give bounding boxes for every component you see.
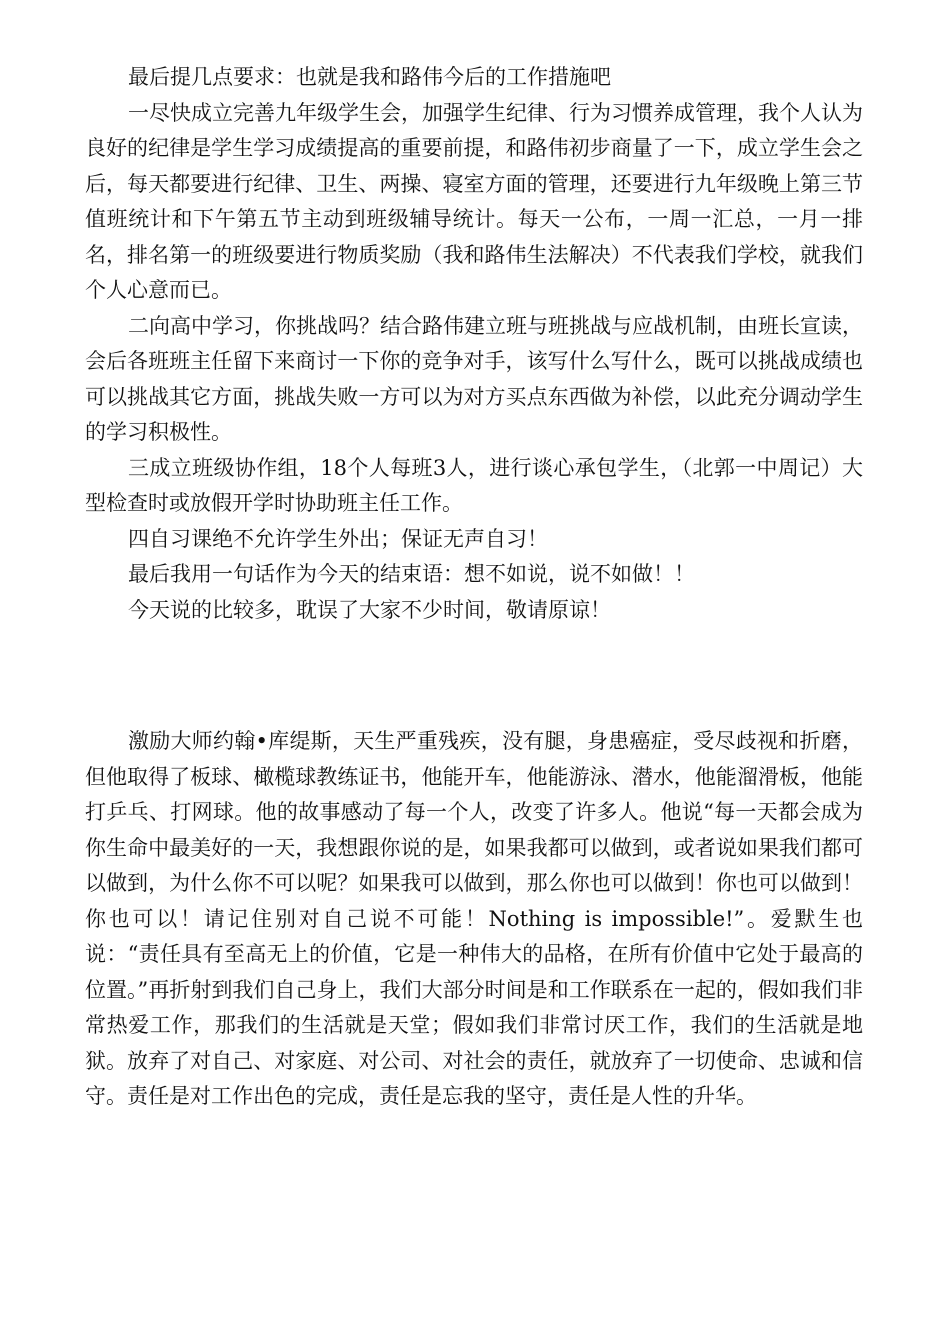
- apology-paragraph: 今天说的比较多，耽误了大家不少时间，敬请原谅！: [128, 597, 611, 622]
- work-measures-section: [85, 60, 863, 628]
- collaboration-group-paragraph: 三成立班级协作组，18个人每班3人，进行谈心承包学生，（北郭一中周记）大型检查时或放假开学时协助班主任工作。: [85, 455, 863, 515]
- requirements-intro-paragraph: 最后提几点要求：也就是我和路伟今后的工作措施吧: [128, 65, 611, 89]
- student-council-paragraph: 一尽快成立完善九年级学生会，加强学生纪律、行为习惯养成管理，我个人认为良好的纪律是学生学习成绩提高的重要前提，和路伟初步商量了一下，成立学生会之后，每天都要进行纪律、卫生、两操、寝室方面的管理，还要进行九年级晚上第三节值班统计和下午第五节主动到班级辅导统计。每天一公布，一周一汇总，一月一排名，排名第一的班级要进行物质奖励（我和路伟生法解决）不代表我们学校，就我们个人心意而已。: [85, 100, 863, 302]
- closing-remark-paragraph: 最后我用一句话作为今天的结束语：想不如说，说不如做！！: [128, 562, 695, 586]
- responsibility-essay-section: [85, 724, 863, 1115]
- class-challenge-paragraph: 二向高中学习，你挑战吗？结合路伟建立班与班挑战与应战机制，由班长宣读，会后各班班主任留下来商讨一下你的竞争对手，该写什么写什么，既可以挑战成绩也可以挑战其它方面，挑战失败一方可以为对方买点东西做为补偿，以此充分调动学生的学习积极性。: [85, 313, 863, 444]
- self-study-rule-paragraph: 四自习课绝不允许学生外出；保证无声自习！: [128, 526, 548, 551]
- inspiration-paragraph: 激励大师约翰•库缇斯，天生严重残疾，没有腿，身患癌症，受尽歧视和折磨，但他取得了板球、橄榄球教练证书，他能开车，他能游泳、潜水，他能溜滑板，他能打乒乓、打网球。他的故事感动了每一个人，改变了许多人。他说“每一天都会成为你生命中最美好的一天，我想跟你说的是，如果我都可以做到，或者说如果我们都可以做到，为什么你不可以呢？如果我可以做到，那么你也可以做到！你也可以做到！你也可以！请记住别对自己说不可能！Nothing is impossible!”。爱默生也说：“责任具有至高无上的价值，它是一种伟大的品格，在所有价值中它处于最高的位置。”再折射到我们自己身上，我们大部分时间是和工作联系在一起的，假如我们非常热爱工作，那我们的生活就是天堂；假如我们非常讨厌工作，我们的生活就是地狱。放弃了对自己、对家庭、对公司、对社会的责任，就放弃了一切使命、忠诚和信守。责任是对工作出色的完成，责任是忘我的坚守，责任是人性的升华。: [85, 729, 863, 1108]
